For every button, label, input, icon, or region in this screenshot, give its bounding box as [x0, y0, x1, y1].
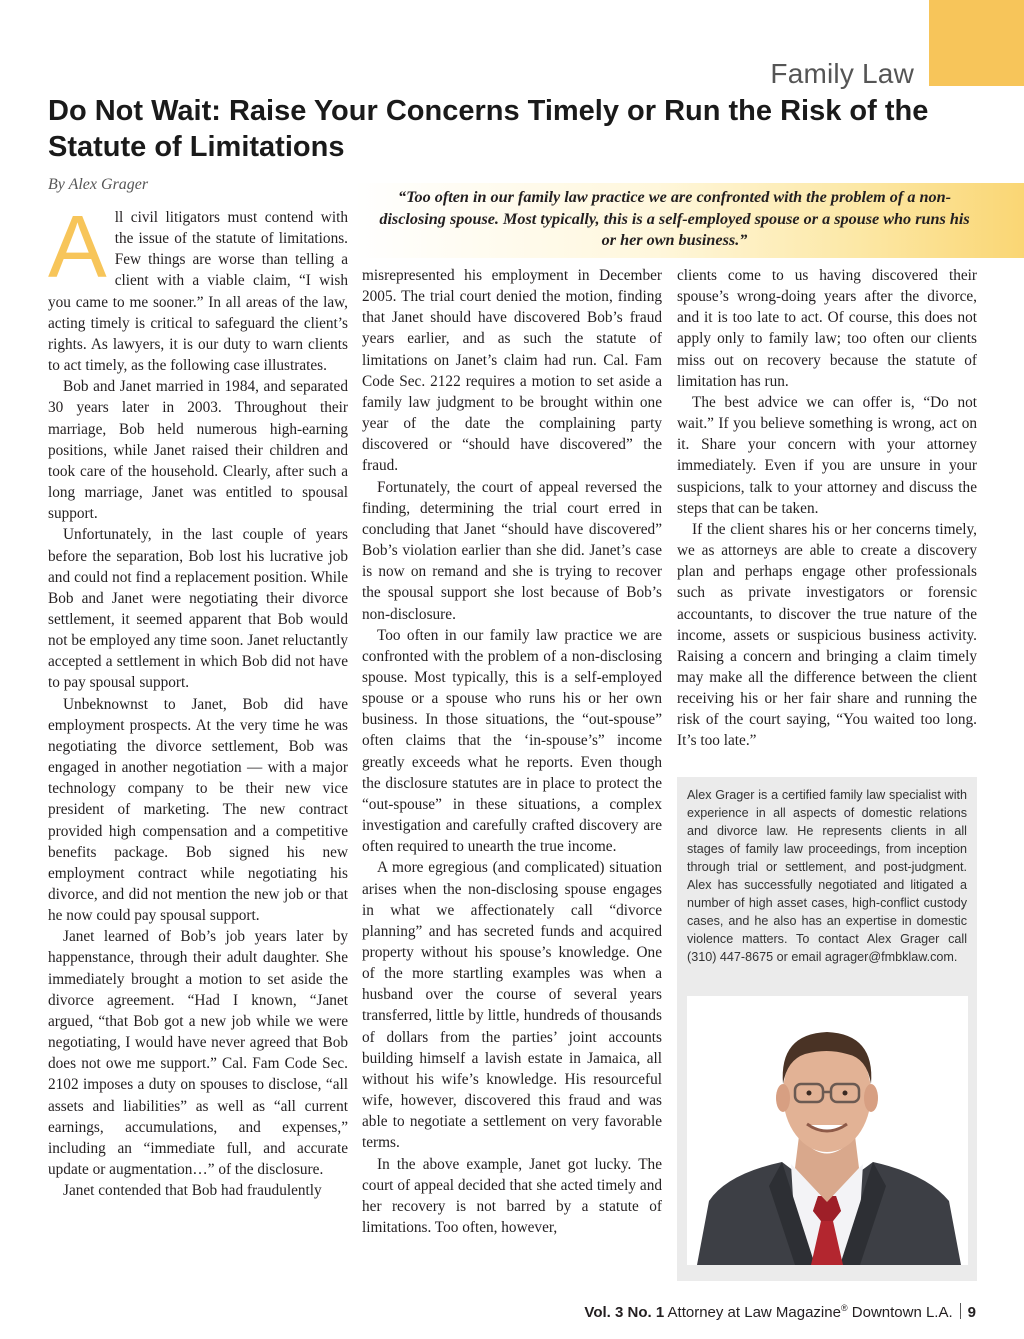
paragraph: The best advice we can offer is, “Do not wait.” If you believe something is wrong, act on it. Share your concern with your attorney immediately. Even if you are unsure in your suspicions, talk to your attorney and discuss the steps that can be taken.: [677, 393, 977, 517]
registered-mark: ®: [840, 1303, 848, 1313]
paragraph: [362, 265, 662, 477]
column-3: [677, 265, 977, 752]
column-1: [48, 197, 348, 1201]
paragraph: If the client shares his or her concerns timely, we as attorneys are able to create a discovery plan and perhaps engage other professionals such as private investigators or forensic accountants, to discover the true nature of the income, assets or suspicious business activity. Raising a concern and bringing a claim timely may make all the difference between the client receiving his or her fair share and running the risk of the court saying, “You waited too long. It’s too late.”: [677, 520, 977, 750]
paragraph: Unfortunately, in the last couple of years before the separation, Bob lost his lucrative job and could not find a replacement position. While Bob and Janet were negotiating their divorce settlement, it seemed apparent that Bob would not be employed any time soon. Janet reluctantly accepted a settlement in which Bob did not have to pay spousal support.: [48, 526, 348, 692]
paragraph: [48, 197, 348, 376]
column-2: [362, 265, 662, 1238]
pull-quote: [355, 183, 1024, 258]
paragraph: A more egregious (and complicated) situation arises when the non-disclosing spouse engages in what we affectionately call “divorce planning” and has secreted funds and acquired property without his spouse’s knowledge. One of the more startling examples was when a husband over the course of several years transferred, little by little, hundreds of thousands of dollars from the parties’ joint accounts building himself a lavish estate in Jamaica, all without his wife’s knowledge. His resourceful wife, however, discovered this fraud and was able to negotiate a settlement on very favorable terms.: [362, 859, 662, 1152]
footer-magazine: Attorney at Law Magazine: [667, 1304, 841, 1321]
paragraph: [362, 1154, 662, 1239]
paragraph: Janet learned of Bob’s job years later by happenstance, through their adult daughter. She immediately brought a motion to set aside the divorce agreement. “Had I known, “Janet argued, “that Bob got a new job while we were negotiating, I would have never agreed that Bob does not owe me support.” Cal. Fam Code Sec. 2102 imposes a duty on spouses to disclose, “all assets and liabilities” as well as “all current earnings, accumulations, and expenses,” including an “immediate full, and accurate update or augmentation…” of the disclosure.: [48, 928, 348, 1179]
author-portrait-illustration: [687, 996, 968, 1265]
corner-accent-tab: [929, 0, 1024, 86]
author-bio: Alex Grager is a certified family law specialist with experience in all aspects of domestic relations and divorce law. He represents clients in all stages of family law proceedings, from inception through trial or settlement, and post-judgment. Alex has successfully negotiated and litigated a number of high asset cases, high-conflict custody cases, and he also has an expertise in domestic violence matters. To contact Alex Grager call (310) 447-8675 or email agrager@fmbklaw.com.: [687, 788, 967, 964]
paragraph-text: In the above example, Janet got lucky. The court of appeal decided that she acted timely and her recovery is not barred by a statute of limitations. Too often, however,: [362, 1155, 662, 1237]
paragraph-text: clients come to us having discovered their spouse’s wrong-doing years after the divorce, and it is too late to act. Of course, this does not apply only to family law; too often our clients miss out on recovery because the statute of limitation has run.: [677, 267, 977, 390]
paragraph: [677, 265, 977, 392]
article-headline: Do Not Wait: Raise Your Concerns Timely or Run the Risk of the Statute of Limitations: [48, 95, 929, 163]
paragraph: [48, 1180, 348, 1201]
section-label: Family Law: [770, 58, 914, 89]
paragraph: Too often in our family law practice we are confronted with the problem of a non-disclosing spouse. Most typically, this is a self-employed spouse or a spouse who runs his or her own business. In those situations, the “out-spouse” often claims that the ‘in-spouse’s” income greatly exceeds what he reports. Even though the disclosure statutes are in place to protect the “out-spouse” in these situations, a complex investigation and carefully crafted discovery are often required to unearth the true income.: [362, 626, 662, 856]
drop-cap: A: [48, 197, 107, 296]
footer-volume: Vol. 3 No. 1: [584, 1304, 665, 1321]
paragraph-text: Janet contended that Bob had fraudulently: [63, 1182, 322, 1200]
footer-divider: [960, 1303, 961, 1319]
paragraph: Unbeknownst to Janet, Bob did have employment prospects. At the very time he was negotiating the divorce settlement, Bob was engaged in another negotiation — with a major technology company to be their new vice president of marketing. The new contract provided high compensation and a competitive benefits package. Bob signed his new employment contract while negotiating his divorce, and did not mention the new job or that he now could pay spousal support.: [48, 695, 348, 925]
paragraph-text: ll civil litigators must contend with the issue of the statute of limitations. Few things are worse than telling a client with a viable claim, “I wish you came to me sooner.” In all areas of the law, acting timely is critical to safeguard the client’s rights. As lawyers, it is our duty to warn clients to act timely, as the following case illustrates.: [48, 209, 348, 375]
paragraph: Bob and Janet married in 1984, and separated 30 years later in 2003. Throughout their marriage, Bob held numerous high-earning positions, while Janet raised their children and took care of the household. Clearly, after such a long marriage, Janet was entitled to spousal support.: [48, 378, 348, 523]
pull-quote-text: “Too often in our family law practice we are confronted with the problem of a non-disclosing spouse. Most typically, this is a self-employed spouse or a spouse who runs his or her own business.”: [379, 188, 970, 249]
page-number: 9: [967, 1304, 976, 1321]
byline: By Alex Grager: [48, 176, 149, 193]
author-portrait: [687, 996, 968, 1265]
paragraph: Fortunately, the court of appeal reversed the finding, determining the trial court erred in concluding that Janet “should have discovered” Bob’s violation earlier than she did. Janet’s case is now on remand and she is trying to recover the spousal support she lost because of Bob’s non-disclosure.: [362, 478, 662, 623]
page-footer: [584, 1303, 976, 1321]
footer-edition: Downtown L.A.: [851, 1304, 953, 1321]
author-bio-box: [677, 777, 977, 1281]
paragraph-text: misrepresented his employment in December 2005. The trial court denied the motion, finding that Janet should have discovered Bob’s fraud years earlier, and as such the statute of limitations on Janet’s claim had run. Cal. Fam Code Sec. 2122 requires a motion to set aside a family law judgment to be brought within one year of the date the complaining party discovered or “should have discovered” the fraud.: [362, 267, 662, 475]
